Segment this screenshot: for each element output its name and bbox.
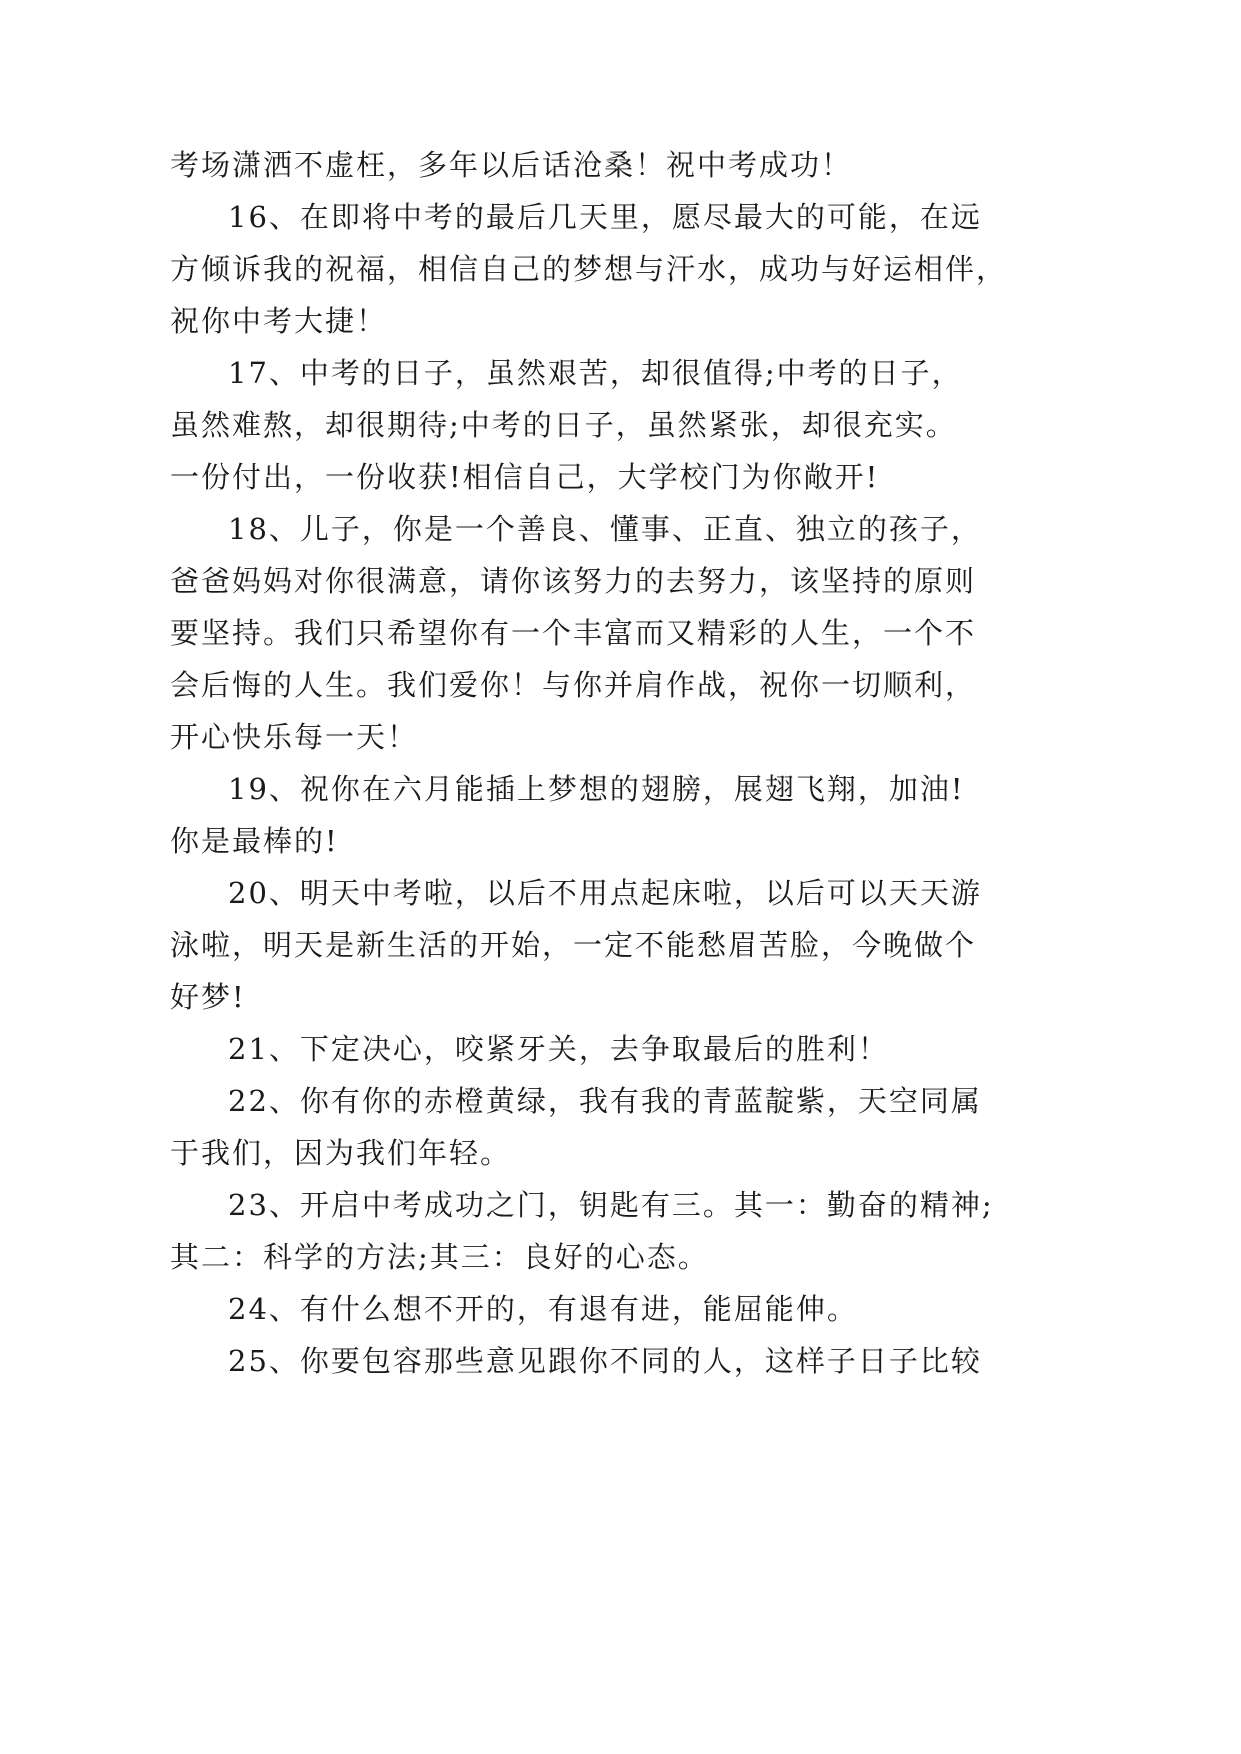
wish-17-paragraph	[170, 347, 963, 503]
text-line: 你是最棒的!	[170, 824, 339, 858]
text-line: 祝你中考大捷！	[170, 304, 388, 338]
wish-25-paragraph	[170, 1335, 982, 1387]
wish-19-paragraph	[170, 763, 965, 867]
wish-24-paragraph	[170, 1283, 960, 1335]
paragraph-continuation	[170, 139, 960, 191]
wish-16-paragraph	[170, 191, 1008, 347]
text-line: 20、明天中考啦，以后不用点起床啦，以后可以天天游	[228, 876, 982, 910]
text-line: 好梦!	[170, 980, 246, 1014]
text-line: 爸爸妈妈对你很满意，请你该努力的去努力，该坚持的原则	[170, 564, 977, 598]
text-line: 22、你有你的赤橙黄绿，我有我的青蓝靛紫，天空同属	[228, 1084, 982, 1118]
text-line: 17、中考的日子，虽然艰苦，却很值得;中考的日子，	[228, 356, 963, 390]
wish-22-paragraph	[170, 1075, 982, 1179]
text-line: 25、你要包容那些意见跟你不同的人，这样子日子比较	[228, 1344, 982, 1378]
text-line: 虽然难熬，却很期待;中考的日子，虽然紧张，却很充实。	[170, 408, 957, 442]
text-line: 其二：科学的方法;其三：良好的心态。	[170, 1240, 709, 1274]
text-line: 于我们，因为我们年轻。	[170, 1136, 512, 1170]
wish-23-paragraph	[170, 1179, 994, 1283]
text-line: 泳啦，明天是新生活的开始，一定不能愁眉苦脸，今晚做个	[170, 928, 977, 962]
text-line: 开心快乐每一天！	[170, 720, 419, 754]
text-line: 一份付出，一份收获!相信自己，大学校门为你敞开!	[170, 460, 880, 494]
text-line: 19、祝你在六月能插上梦想的翅膀，展翅飞翔，加油!	[228, 772, 965, 806]
text-line: 23、开启中考成功之门，钥匙有三。其一：勤奋的精神;	[228, 1188, 994, 1222]
text-line: 要坚持。我们只希望你有一个丰富而又精彩的人生，一个不	[170, 616, 977, 650]
text-line: 会后悔的人生。我们爱你！与你并肩作战，祝你一切顺利，	[170, 668, 977, 702]
text-line: 24、有什么想不开的，有退有进，能屈能伸。	[228, 1292, 858, 1326]
text-line: 考场潇洒不虚枉，多年以后话沧桑！祝中考成功！	[170, 148, 853, 182]
document-body	[170, 139, 1008, 1387]
text-line: 18、儿子，你是一个善良、懂事、正直、独立的孩子，	[228, 512, 982, 546]
text-line: 21、下定决心，咬紧牙关，去争取最后的胜利！	[228, 1032, 889, 1066]
wish-21-paragraph	[170, 1023, 960, 1075]
text-line: 16、在即将中考的最后几天里，愿尽最大的可能，在远	[228, 200, 982, 234]
wish-20-paragraph	[170, 867, 982, 1023]
wish-18-paragraph	[170, 503, 982, 763]
text-line: 方倾诉我的祝福，相信自己的梦想与汗水，成功与好运相伴，	[170, 252, 1008, 286]
